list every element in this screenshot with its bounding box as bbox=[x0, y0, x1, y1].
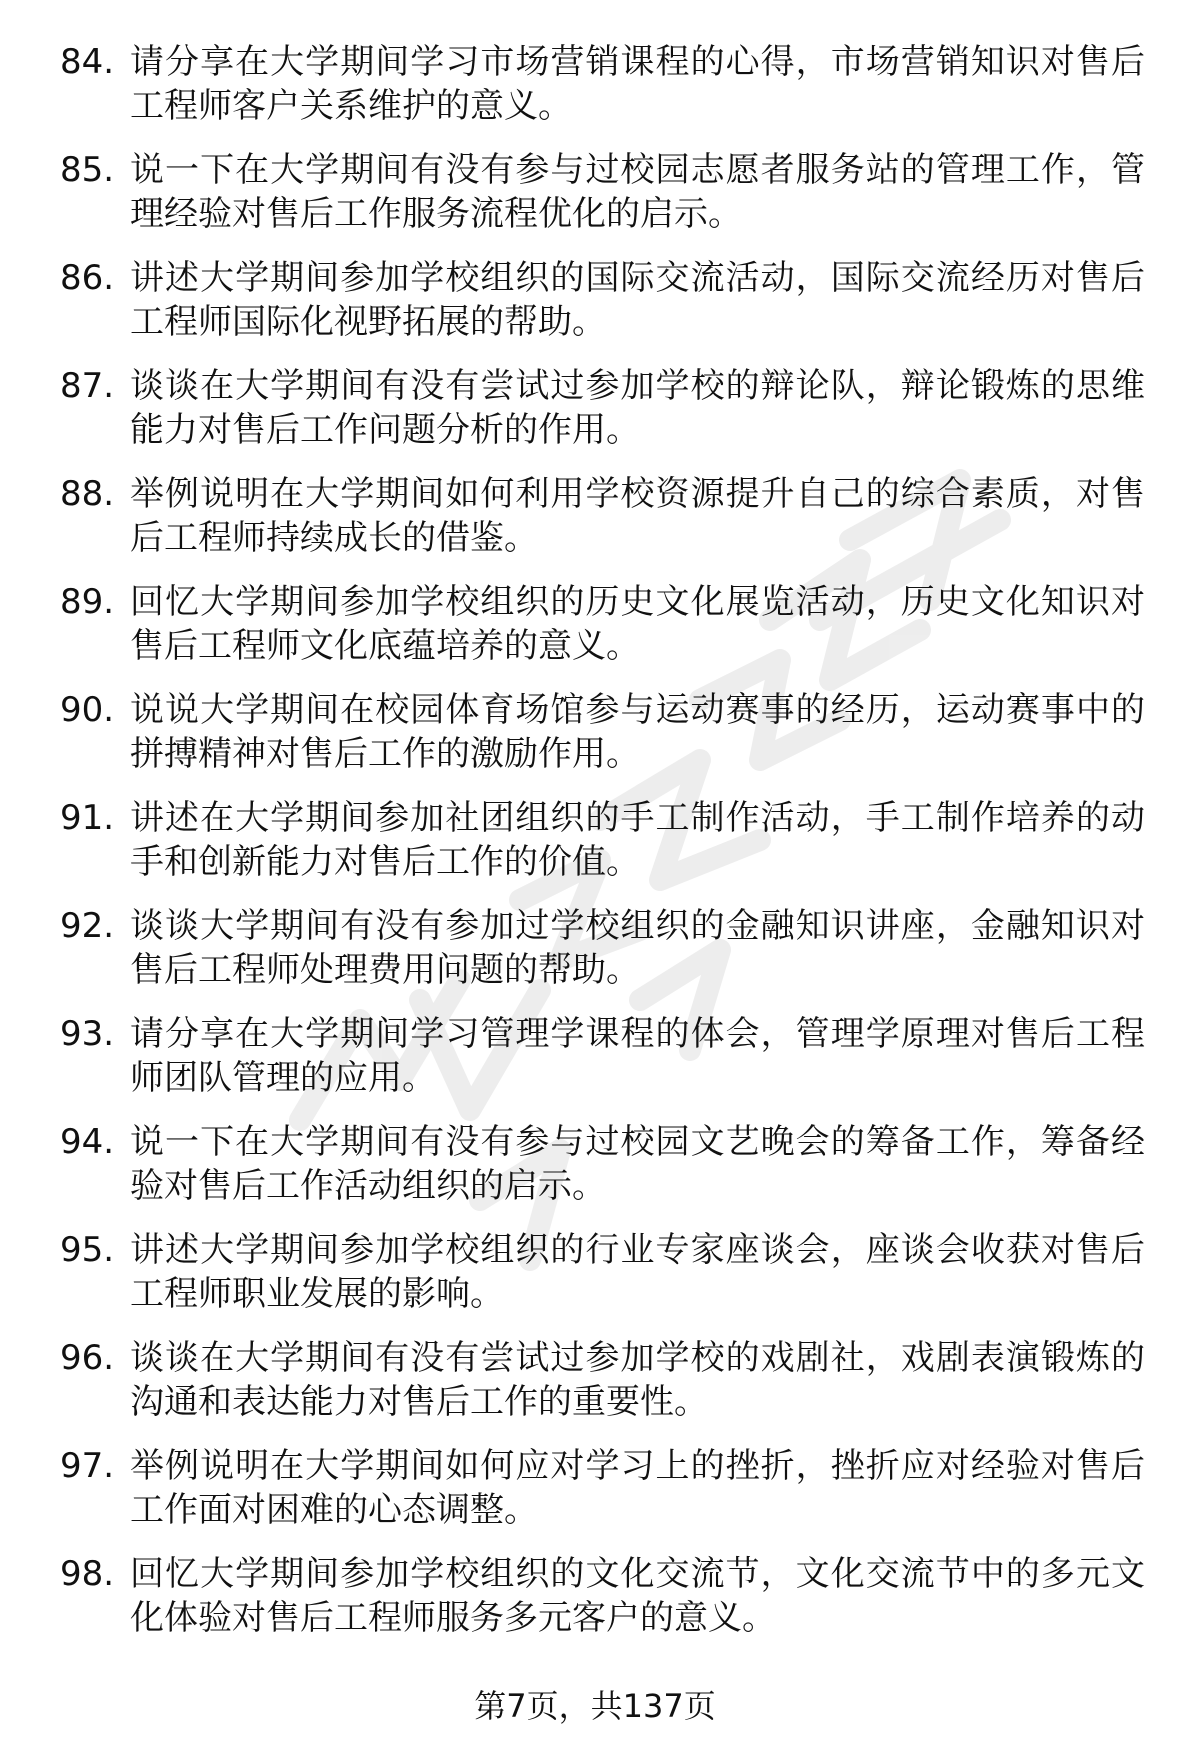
question-item bbox=[0, 1336, 1190, 1444]
question-text: 回忆大学期间参加学校组织的文化交流节，文化交流节中的多元文化体验对售后工程师服务多元客户的意义。 bbox=[130, 1554, 1145, 1638]
question-item bbox=[0, 688, 1190, 796]
question-text: 请分享在大学期间学习管理学课程的体会，管理学原理对售后工程师团队管理的应用。 bbox=[130, 1014, 1145, 1098]
question-number: 92. bbox=[60, 906, 115, 946]
question-text: 讲述大学期间参加学校组织的国际交流活动，国际交流经历对售后工程师国际化视野拓展的帮助。 bbox=[130, 258, 1145, 342]
question-text: 回忆大学期间参加学校组织的历史文化展览活动，历史文化知识对售后工程师文化底蕴培养的意义。 bbox=[130, 582, 1145, 666]
question-number: 84. bbox=[60, 42, 115, 82]
question-number: 93. bbox=[60, 1014, 115, 1054]
question-number: 90. bbox=[60, 690, 115, 730]
question-item bbox=[0, 1444, 1190, 1552]
question-text: 说说大学期间在校园体育场馆参与运动赛事的经历，运动赛事中的拼搏精神对售后工作的激励作用。 bbox=[130, 690, 1145, 774]
question-item bbox=[0, 148, 1190, 256]
question-item bbox=[0, 1120, 1190, 1228]
question-item bbox=[0, 256, 1190, 364]
question-list bbox=[0, 40, 1190, 1660]
question-item bbox=[0, 472, 1190, 580]
question-number: 98. bbox=[60, 1554, 115, 1594]
question-text: 讲述大学期间参加学校组织的行业专家座谈会，座谈会收获对售后工程师职业发展的影响。 bbox=[130, 1230, 1145, 1314]
page-number-footer: 第7页，共137页 bbox=[474, 1687, 716, 1725]
question-number: 96. bbox=[60, 1338, 115, 1378]
question-number: 86. bbox=[60, 258, 115, 298]
question-number: 94. bbox=[60, 1122, 115, 1162]
question-item bbox=[0, 904, 1190, 1012]
question-item bbox=[0, 364, 1190, 472]
question-text: 举例说明在大学期间如何利用学校资源提升自己的综合素质，对售后工程师持续成长的借鉴。 bbox=[130, 474, 1145, 558]
question-text: 说一下在大学期间有没有参与过校园志愿者服务站的管理工作，管理经验对售后工作服务流程优化的启示。 bbox=[130, 150, 1145, 234]
question-item bbox=[0, 40, 1190, 148]
question-item bbox=[0, 580, 1190, 688]
question-number: 95. bbox=[60, 1230, 115, 1270]
question-text: 说一下在大学期间有没有参与过校园文艺晚会的筹备工作，筹备经验对售后工作活动组织的启示。 bbox=[130, 1122, 1145, 1206]
question-number: 97. bbox=[60, 1446, 115, 1486]
question-number: 89. bbox=[60, 582, 115, 622]
question-text: 谈谈大学期间有没有参加过学校组织的金融知识讲座，金融知识对售后工程师处理费用问题的帮助。 bbox=[130, 906, 1145, 990]
question-text: 讲述在大学期间参加社团组织的手工制作活动，手工制作培养的动手和创新能力对售后工作的价值。 bbox=[130, 798, 1145, 882]
question-item bbox=[0, 1012, 1190, 1120]
question-number: 91. bbox=[60, 798, 115, 838]
question-text: 举例说明在大学期间如何应对学习上的挫折，挫折应对经验对售后工作面对困难的心态调整。 bbox=[130, 1446, 1145, 1530]
question-number: 87. bbox=[60, 366, 115, 406]
question-text: 请分享在大学期间学习市场营销课程的心得，市场营销知识对售后工程师客户关系维护的意义。 bbox=[130, 42, 1145, 126]
question-item bbox=[0, 1228, 1190, 1336]
question-text: 谈谈在大学期间有没有尝试过参加学校的戏剧社，戏剧表演锻炼的沟通和表达能力对售后工作的重要性。 bbox=[130, 1338, 1145, 1422]
question-item bbox=[0, 1552, 1190, 1660]
question-item bbox=[0, 796, 1190, 904]
question-number: 88. bbox=[60, 474, 115, 514]
question-number: 85. bbox=[60, 150, 115, 190]
question-text: 谈谈在大学期间有没有尝试过参加学校的辩论队，辩论锻炼的思维能力对售后工作问题分析的作用。 bbox=[130, 366, 1145, 450]
